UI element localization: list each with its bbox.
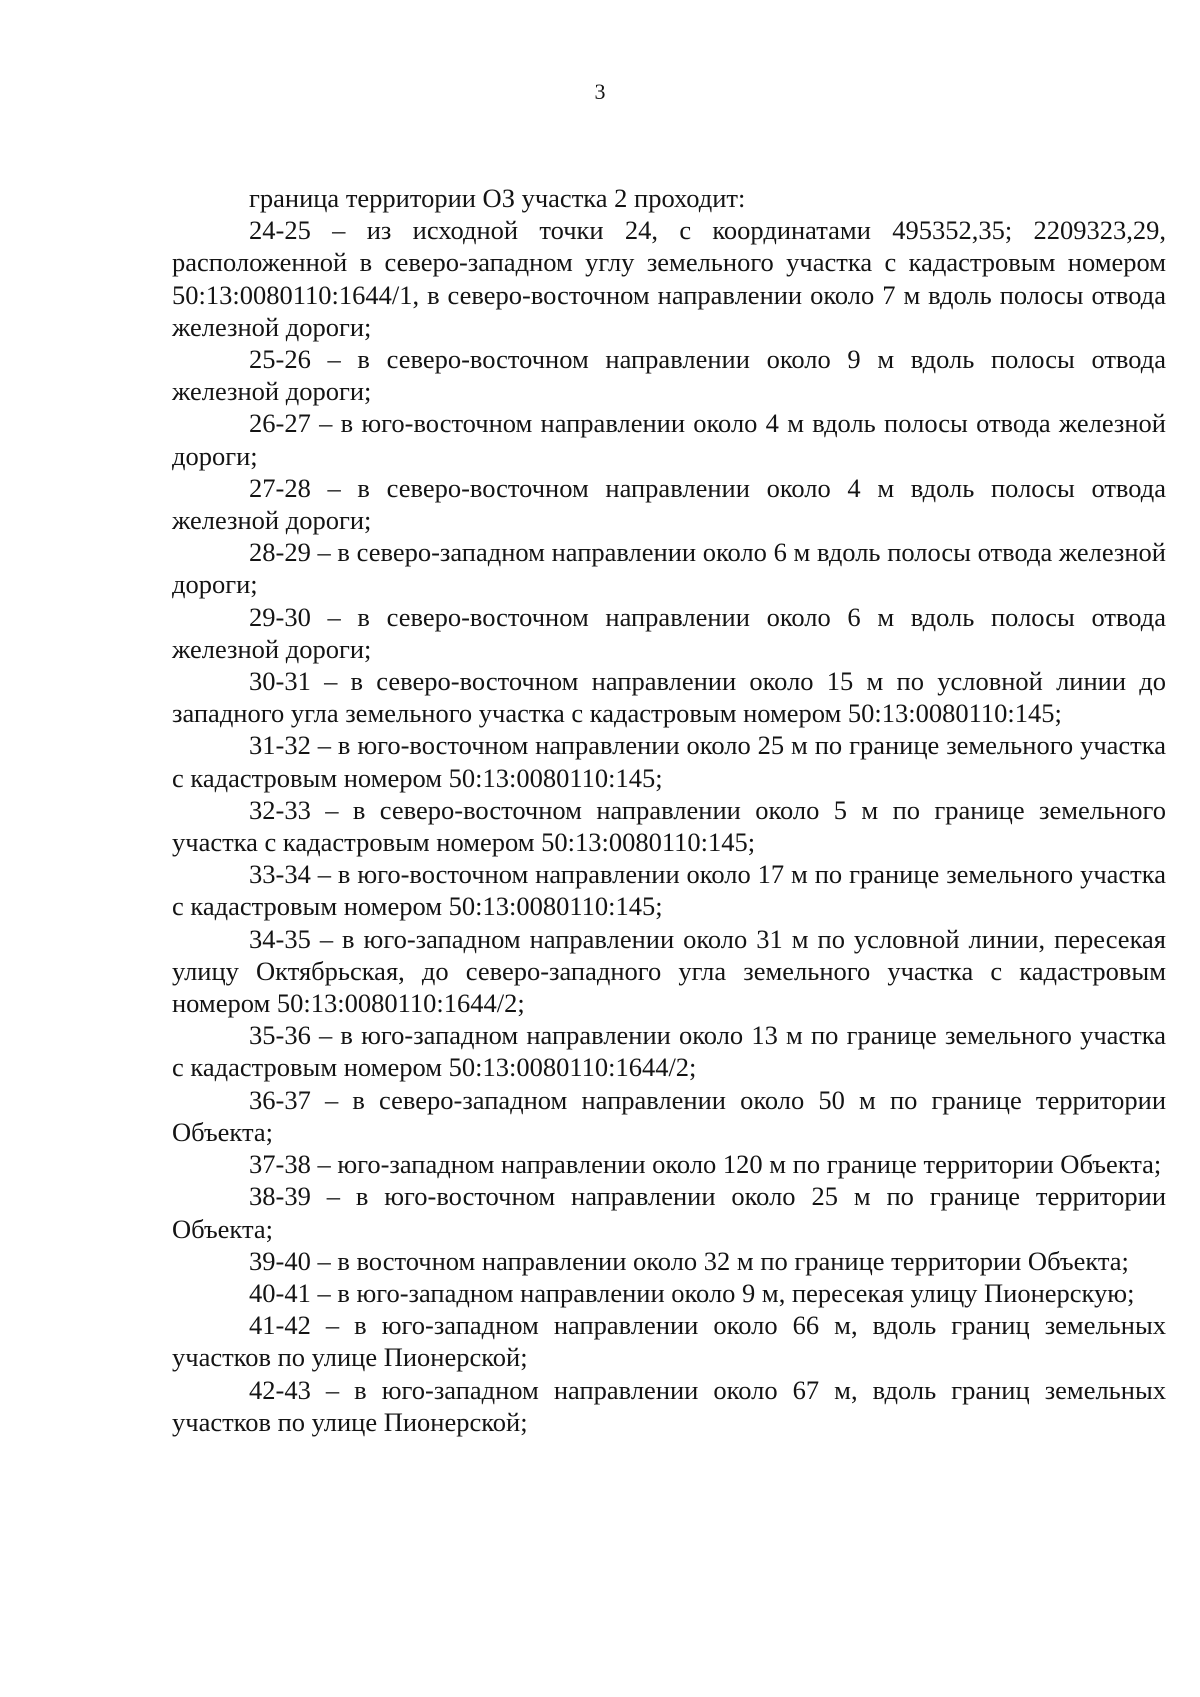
segment-paragraph-30-31: 30-31 – в северо-восточном направлении около 15 м по условной линии до западного угла земельного участка с кадастровым номером 50:13:0080110:145; [172, 666, 1166, 729]
segment-paragraph-36-37: 36-37 – в северо-западном направлении около 50 м по границе территории Объекта; [172, 1084, 1166, 1147]
segment-paragraph-34-35: 34-35 – в юго-западном направлении около 31 м по условной линии, пересекая улицу Октябрьская, до северо-западного угла земельного участка с кадастровым номером 50:13:0080110:1644/2; [172, 923, 1166, 1019]
document-body [172, 182, 1166, 1438]
segment-paragraph-29-30: 29-30 – в северо-восточном направлении около 6 м вдоль полосы отвода железной дороги; [172, 601, 1166, 664]
page-number: 3 [594, 79, 606, 104]
segment-paragraph-28-29: 28-29 – в северо-западном направлении около 6 м вдоль полосы отвода железной дороги; [172, 537, 1166, 600]
intro-paragraph: граница территории ОЗ участка 2 проходит: [249, 183, 746, 213]
segment-paragraph-31-32: 31-32 – в юго-восточном направлении около 25 м по границе земельного участка с кадастровым номером 50:13:0080110:145; [172, 730, 1166, 793]
segment-paragraph-26-27: 26-27 – в юго-восточном направлении около 4 м вдоль полосы отвода железной дороги; [172, 408, 1166, 471]
segment-paragraph-25-26: 25-26 – в северо-восточном направлении около 9 м вдоль полосы отвода железной дороги; [172, 344, 1166, 407]
segment-paragraph-40-41: 40-41 – в юго-западном направлении около 9 м, пересекая улицу Пионерскую; [249, 1277, 1135, 1308]
segment-paragraph-27-28: 27-28 – в северо-восточном направлении около 4 м вдоль полосы отвода железной дороги; [172, 472, 1166, 536]
segment-paragraph-38-39: 38-39 – в юго-восточном направлении около 25 м по границе территории Объекта; [172, 1181, 1166, 1244]
segment-paragraph-39-40: 39-40 – в восточном направлении около 32 м по границе территории Объекта; [249, 1245, 1129, 1276]
segment-paragraph-41-42: 41-42 – в юго-западном направлении около 66 м, вдоль границ земельных участков по улице Пионерской; [172, 1310, 1166, 1373]
segment-paragraph-37-38: 37-38 – юго-западном направлении около 120 м по границе территории Объекта; [249, 1149, 1162, 1180]
segment-paragraph-32-33: 32-33 – в северо-восточном направлении около 5 м по границе земельного участка с кадастровым номером 50:13:0080110:145; [172, 794, 1166, 858]
segment-paragraph-42-43: 42-43 – в юго-западном направлении около 67 м, вдоль границ земельных участков по улице Пионерской; [172, 1374, 1166, 1437]
segment-paragraph-33-34: 33-34 – в юго-восточном направлении около 17 м по границе земельного участка с кадастровым номером 50:13:0080110:145; [172, 859, 1166, 922]
segment-paragraph-35-36: 35-36 – в юго-западном направлении около 13 м по границе земельного участка с кадастровым номером 50:13:0080110:1644/2; [172, 1020, 1166, 1083]
segment-paragraph-24-25: 24-25 – из исходной точки 24, с координатами 495352,35; 2209323,29, расположенной в северо-западном углу земельного участка с кадастровым номером 50:13:0080110:1644/1, в северо-восточном направлении около 7 м вдоль полосы отвода железной дороги; [172, 215, 1166, 342]
